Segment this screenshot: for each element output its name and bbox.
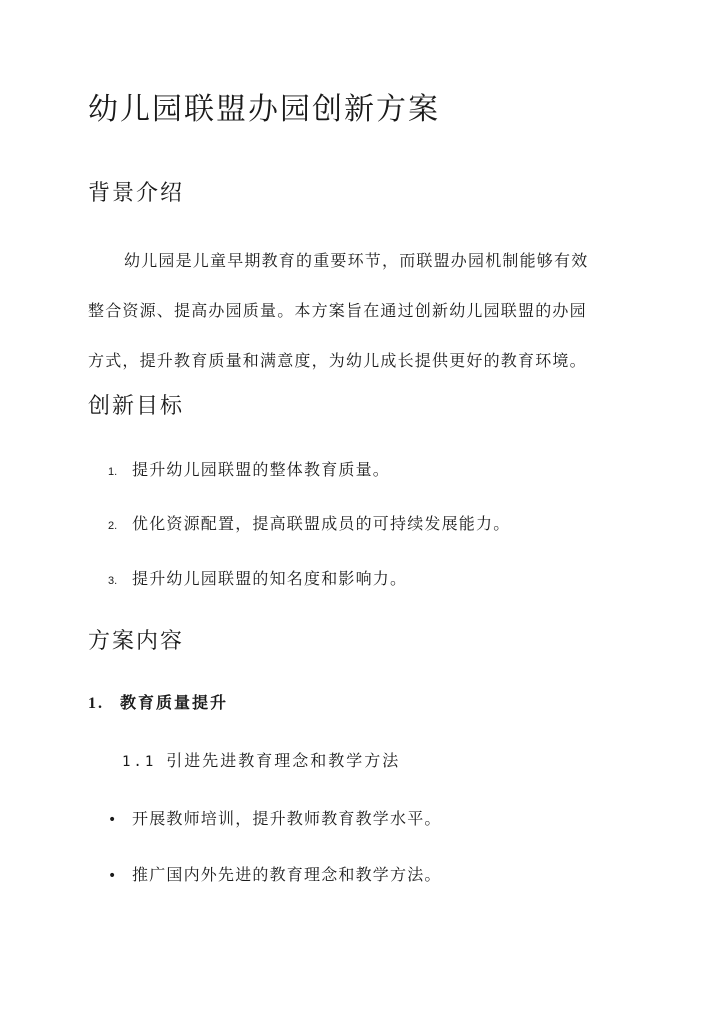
subsection-heading: [88, 690, 228, 713]
paragraph-line: 幼儿园是儿童早期教育的重要环节，而联盟办园机制能够有效: [124, 251, 589, 270]
bullet-text: 推广国内外先进的教育理念和教学方法。: [132, 865, 442, 884]
list-item-number: 2.: [108, 520, 118, 532]
list-item: [108, 566, 407, 589]
paragraph-line: 整合资源、提高办园质量。本方案旨在通过创新幼儿园联盟的办园: [88, 301, 587, 320]
document-title: 幼儿园联盟办园创新方案: [88, 92, 440, 127]
paragraph-line: 方式，提升教育质量和满意度，为幼儿成长提供更好的教育环境。: [88, 351, 587, 370]
sub-subsection-heading: [122, 748, 400, 771]
background-paragraph: [88, 236, 634, 386]
bullet-item: [108, 806, 442, 829]
section-heading-plan: 方案内容: [88, 629, 185, 654]
sub-subsection-title: 引进先进教育理念和教学方法: [166, 751, 401, 770]
bullet-marker: •: [108, 812, 118, 828]
list-item: [108, 457, 390, 480]
list-item-text: 提升幼儿园联盟的知名度和影响力。: [132, 569, 408, 588]
section-heading-goals: 创新目标: [88, 394, 185, 419]
bullet-marker: •: [108, 868, 118, 884]
section-heading-background: 背景介绍: [88, 181, 185, 206]
list-item-text: 提升幼儿园联盟的整体教育质量。: [132, 460, 391, 479]
list-item-number: 1.: [108, 466, 118, 478]
subsection-title: 教育质量提升: [120, 693, 229, 712]
list-item-text: 优化资源配置，提高联盟成员的可持续发展能力。: [132, 514, 511, 533]
subsection-number: 1.: [88, 695, 104, 712]
sub-subsection-number: 1.1: [122, 754, 157, 770]
list-item-number: 3.: [108, 575, 118, 587]
bullet-text: 开展教师培训，提升教师教育教学水平。: [132, 809, 442, 828]
bullet-item: [108, 862, 442, 885]
list-item: [108, 511, 510, 534]
